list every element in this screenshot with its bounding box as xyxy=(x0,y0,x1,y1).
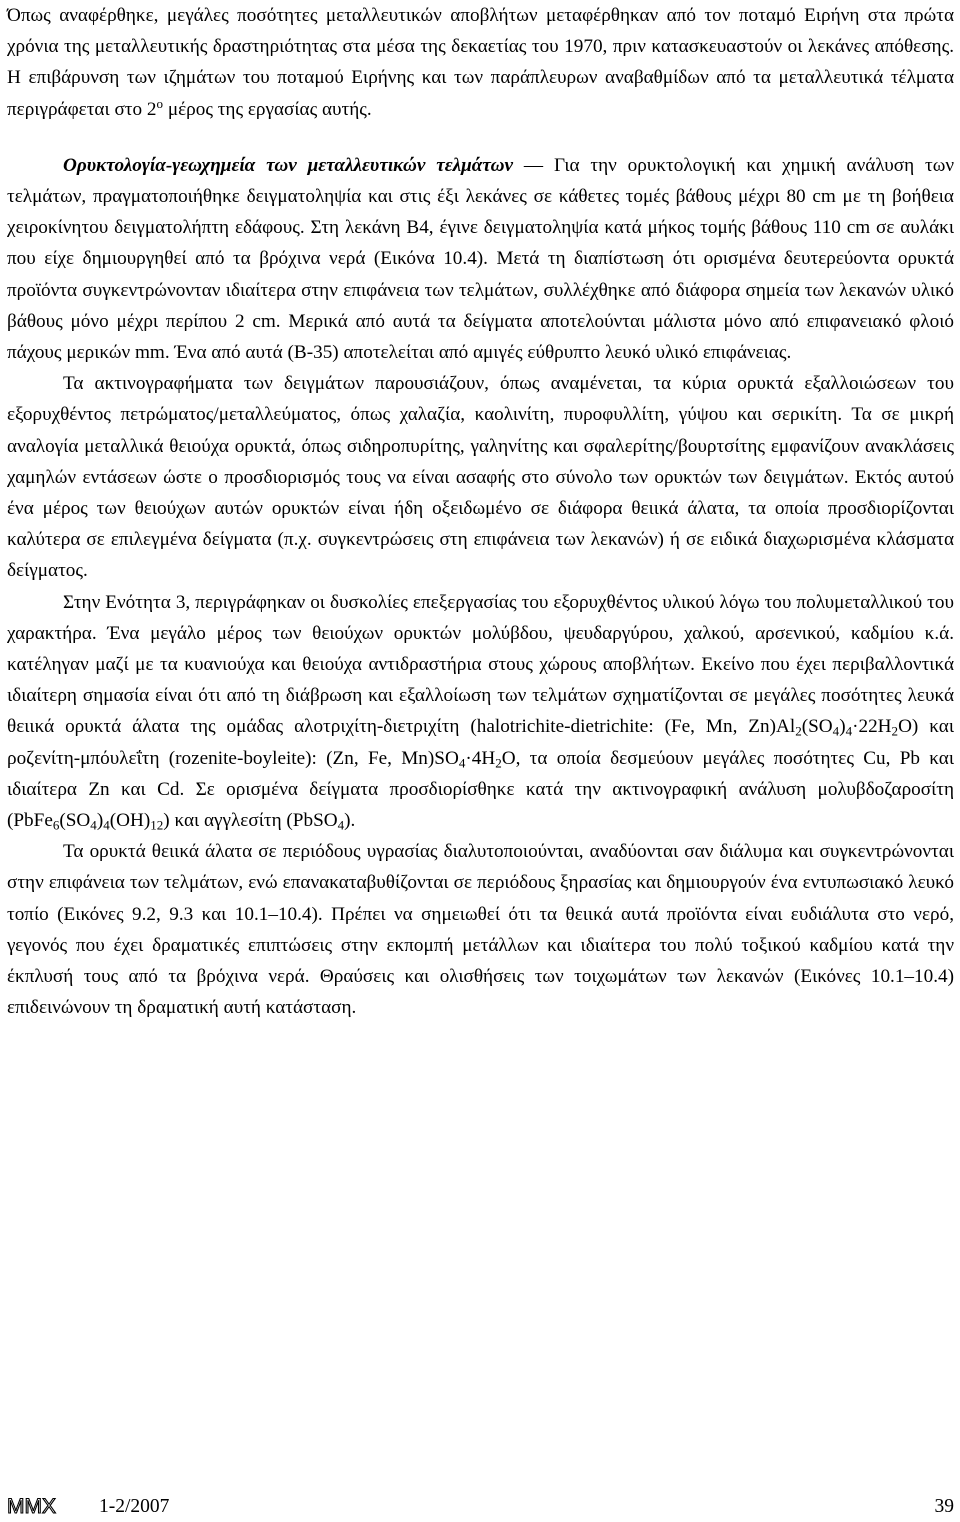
xray-paragraph: Τα ακτινογραφήματα των δειγμάτων παρουσιάζουν, όπως αναμένεται, τα κύρια ορυκτά εξαλλοιώσεων του εξορυχθέντος πετρώματος/μεταλλεύματος, όπως χαλαζία, καολινίτη, πυροφυλλίτη, γύψου και σερικίτη. Τα σε μικρή αναλογία μεταλλικά θειούχα ορυκτά, όπως σιδηροπυρίτης, γαληνίτης και σφαλερίτης/βουρτσίτης εμφανίζουν ανακλάσεις χαμηλών εντάσεων ώστε ο προσδιορισμός τους να είναι ασαφής στο σύνολο των ορυκτών των δειγμάτων. Εκτός αυτού ένα μέρος των θειούχων αυτών ορυκτών είναι ήδη οξειδωμένο σε διάφορα θειικά άλατα, τα οποία προσδιορίζονται καλύτερα σε επιλεγμένα δείγματα (π.χ. συγκεντρώσεις στη επιφάνεια των λεκανών) ή σε ειδικά διαχωρισμένα κλάσματα δείγματος. xyxy=(7,373,954,582)
intro-paragraph: Όπως αναφέρθηκε, μεγάλες ποσότητες μεταλλευτικών αποβλήτων μεταφέρθηκαν από τον ποταμό Ειρήνη στα πρώτα χρόνια της μεταλλευτικής δραστηριότητας στα μέσα της δεκαετίας του 1970, πριν κατασκευαστούν οι λεκάνες απόθεσης. Η επιβάρυνση των ιζημάτων του ποταμού Ειρήνης και των παράπλευρων αναβαθμίδων από τα μεταλλευτικά τέλματα περιγράφεται στο $2^o$ μέρος της εργασίας αυτής. xyxy=(7,5,954,120)
page-footer xyxy=(7,1493,954,1521)
section3-paragraph: Στην Ενότητα 3, περιγράφηκαν οι δυσκολίες επεξεργασίας του εξορυχθέντος υλικού λόγω του πολυμεταλλικού του χαρακτήρα. Ένα μεγάλο μέρος των θειούχων ορυκτών μολύβδου, ψευδαργύρου, χαλκού, αρσενικού, καδμίου κ.ά. κατέληγαν μαζί με τα κυανιούχα και θειούχα αντιδραστήρια στους χώρους αποβλήτων. Εκείνο που έχει περιβαλλοντικά ιδιαίτερη σημασία είναι ότι από τη διάβρωση και εξαλλοίωση των τελμάτων σχηματίζονται σε μεγάλες ποσότητες λευκά θειικά ορυκτά άλατα της ομάδας αλοτριχίτη-διετριχίτη (halotrichite-dietrichite: (Fe, Mn, $Zn)Al_2(SO_4)_4\cdot 22H_2O$) και ροζενίτη-μπόυλεΐτη (rozenite-boyleite): (Zn, Fe, $Mn)SO_4\cdot 4H_2O$, τα οποία δεσμεύουν μεγάλες ποσότητες Cu, Pb και ιδιαίτερα Zn και Cd. Σε ορισμένα δείγματα προσδιορίσθηκε κατά την ακτινογραφική ανάλυση μολυβδοζαροσίτη $(PbFe_6(SO_4)_4(OH)_{12})$ και αγγλεσίτη (PbSO$_4$). xyxy=(7,591,954,833)
mineralogy-paragraph: Ορυκτολογία-γεωχημεία των μεταλλευτικών τελμάτων — Για την ορυκτολογική και χημική ανάλυση των τελμάτων, πραγματοποιήθηκε δειγματοληψία και στις έξι λεκάνες σε κάθετες τομές βάθους μέχρι 80 cm με τη βοήθεια χειροκίνητου δειγματολήπτη εδάφους. Στη λεκάνη Β4, έγινε δειγματοληψία κατά μήκος τομής βάθους 110 cm σε αυλάκι που είχε δημιουργηθεί από τα βρόχινα νερά (Εικόνα 10.4). Μετά τη διαπίστωση ότι ορισμένα δευτερεύοντα ορυκτά προϊόντα συγκεντρώνονταν ιδιαίτερα στην επιφάνεια των τελμάτων, συλλέχθηκε από διάφορα σημεία των λεκανών υλικό βάθους μόνο μέχρι περίπου 2 cm. Μερικά από αυτά τα δείγματα αποτελούνται μάλιστα μόνο από επιφανειακό φλοιό πάχους μερικών mm. Ένα από αυτά (Β-35) αποτελείται από αμιγές εύθρυπτο λευκό υλικό επιφάνειας. xyxy=(7,154,955,364)
sulfates-paragraph: Τα ορυκτά θειικά άλατα σε περιόδους υγρασίας διαλυτοποιούνται, αναδύονται σαν διάλυμα και συγκεντρώνονται στην επιφάνεια των τελμάτων, ενώ επανακαταβυθίζονται σε περιόδους ξηρασίας και δημιουργούν ένα εντυπωσιακό λευκό τοπίο (Εικόνες 9.2, 9.3 και 10.1–10.4). Πρέπει να σημειωθεί ότι τα θειικά αυτά προϊόντα είναι ευδιάλυτα στο νερό, γεγονός που έχει δραματικές επιπτώσεις στην εκπομπή μετάλλων και ιδιαίτερα του πολύ τοξικού καδμίου κατά την έκπλυσή τους από τα βρόχινα νερά. Θραύσεις και ολισθήσεις των τοιχωμάτων των λεκανών (Εικόνες 10.1–10.4) επιδεινώνουν τη δραματική αυτή κατάσταση. xyxy=(7,841,954,1019)
page-number: 39 xyxy=(934,1496,954,1517)
document-body xyxy=(7,0,954,1024)
section-heading: Ορυκτολογία-γεωχημεία των μεταλλευτικών τελμάτων xyxy=(63,154,514,176)
journal-logo: ΜΜΧ xyxy=(7,1495,56,1518)
em-dash: — xyxy=(513,154,554,176)
issue-date: 1-2/2007 xyxy=(99,1496,170,1517)
ordinal-superscript: ο xyxy=(156,95,164,111)
